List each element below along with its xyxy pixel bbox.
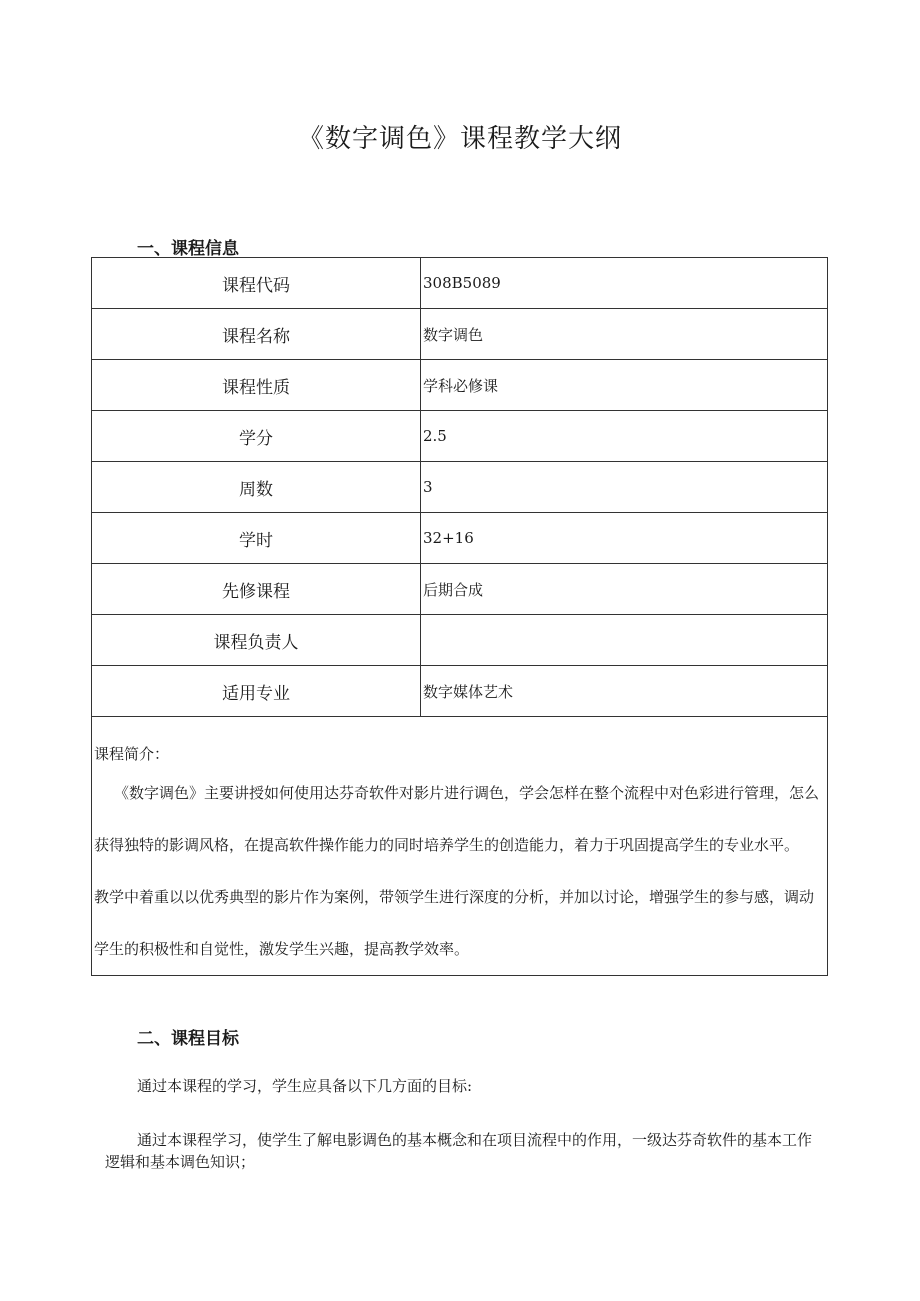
- row-label: 课程负责人: [92, 615, 421, 666]
- row-label: 周数: [92, 462, 421, 513]
- row-value: 308B5089: [421, 258, 828, 309]
- row-label: 课程性质: [92, 360, 421, 411]
- course-intro-paragraph: 教学中着重以以优秀典型的影片作为案例，带领学生进行深度的分析，并加以讨论，增强学生的参与感，调动学生的积极性和自觉性，激发学生兴趣，提高教学效率。: [94, 888, 815, 958]
- course-info-table: [91, 257, 828, 976]
- table-row: [92, 564, 828, 615]
- course-intro-row: [92, 717, 828, 976]
- table-row: [92, 258, 828, 309]
- table-row: [92, 615, 828, 666]
- row-value: 数字媒体艺术: [421, 666, 828, 717]
- table-row: [92, 360, 828, 411]
- table-row: [92, 309, 828, 360]
- row-value: 32+16: [421, 513, 828, 564]
- row-value: 学科必修课: [421, 360, 828, 411]
- table-row: [92, 411, 828, 462]
- row-value: 2.5: [421, 411, 828, 462]
- course-intro-cell: [92, 717, 828, 976]
- course-intro-paragraph: 《数字调色》主要讲授如何使用达芬奇软件对影片进行调色，学会怎样在整个流程中对色彩进行管理，怎么获得独特的影调风格，在提高软件操作能力的同时培养学生的创造能力，着力于巩固提高学生的专业水平。: [94, 784, 820, 854]
- course-intro-label: 课程简介：: [94, 745, 170, 763]
- section-heading-course-goals: 二、课程目标: [137, 1029, 239, 1049]
- table-row: [92, 462, 828, 513]
- section-heading-course-info: 一、课程信息: [137, 239, 239, 259]
- row-label: 学时: [92, 513, 421, 564]
- goals-lead-paragraph: 通过本课程的学习，学生应具备以下几方面的目标:: [137, 1077, 473, 1095]
- row-value: 数字调色: [421, 309, 828, 360]
- goal-paragraph: 通过本课程学习，使学生了解电影调色的基本概念和在项目流程中的作用，一级达芬奇软件的基本工作逻辑和基本调色知识；: [105, 1131, 813, 1171]
- table-row: [92, 666, 828, 717]
- table-row: [92, 513, 828, 564]
- document-title: 《数字调色》课程教学大纲: [297, 124, 622, 154]
- row-value: 3: [421, 462, 828, 513]
- row-label: 课程代码: [92, 258, 421, 309]
- row-label: 适用专业: [92, 666, 421, 717]
- row-label: 先修课程: [92, 564, 421, 615]
- row-label: 课程名称: [92, 309, 421, 360]
- row-value: 后期合成: [421, 564, 828, 615]
- row-value: [421, 615, 828, 666]
- row-label: 学分: [92, 411, 421, 462]
